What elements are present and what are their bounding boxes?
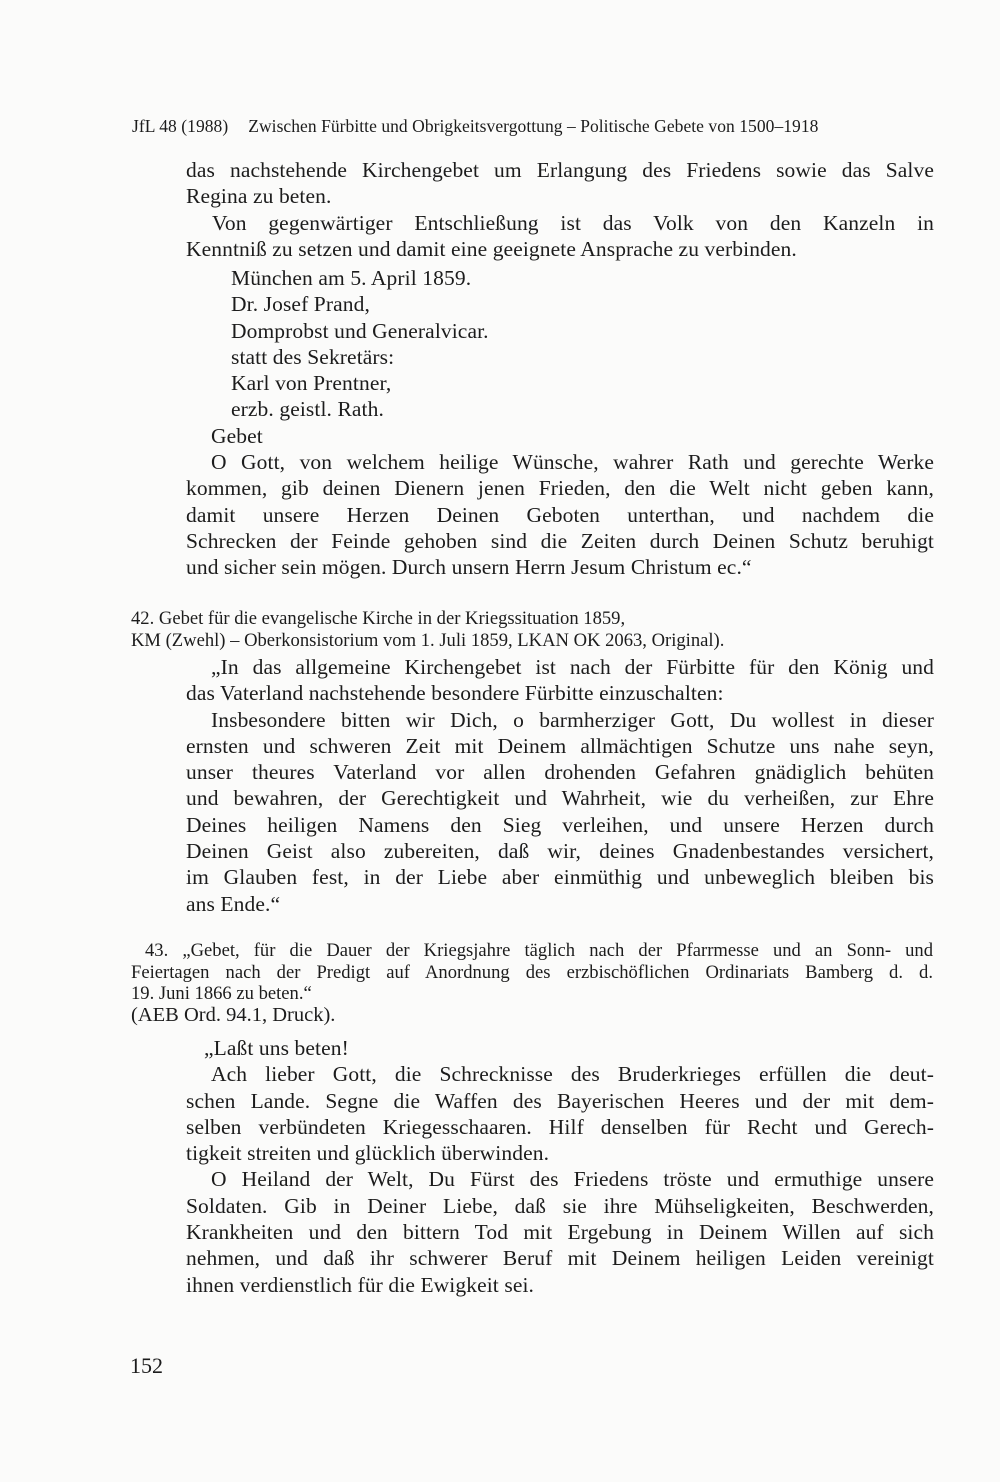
prayer-heading [211,423,263,449]
signature-line: Domprobst und Generalvicar. [231,318,489,343]
text-line: Kenntniß zu setzen und damit eine geeignete Ansprache zu verbinden. [186,236,797,261]
text-line: damit unsere Herzen Deinen Geboten unterthan, und nachdem die [186,502,934,527]
running-header [132,116,932,137]
text-line: ihnen verdienstlich für die Ewigkeit sei. [186,1272,535,1297]
citation-line: Feiertagen nach der Predigt auf Anordnung des erzbischöflichen Ordinariats Bamberg d. d. [131,961,933,983]
heading-text: Gebet [211,424,263,448]
text-line: Soldaten. Gib in Deiner Liebe, daß sie ihre Mühseligkeiten, Beschwerden, [186,1193,934,1218]
prayer-text [186,654,934,917]
signature-line: München am 5. April 1859. [231,266,472,290]
citation-line: 42. Gebet für die evangelische Kirche in der Kriegssituation 1859, [131,608,626,629]
text-line: tigkeit streiten und glücklich überwinden. [186,1141,550,1166]
text-line: Regina zu beten. [186,184,332,209]
text-line: unser theures Vaterland vor allen drohenden Gefahren gnädiglich behüten [186,760,934,785]
text-line: ernsten und schweren Zeit mit Deinem allmächtigen Schutze uns nahe seyn, [186,733,934,758]
text-line: im Glauben fest, in der Liebe aber einmüthig und unbeweglich bleiben bis [186,865,934,890]
entry-43-citation [131,940,933,1026]
prayer-text [186,449,934,580]
text-line: Von gegenwärtiger Entschließung ist das Volk von den Kanzeln in [212,210,934,235]
signature-line: statt des Sekretärs: [231,344,395,369]
text-line: schen Lande. Segne die Waffen des Bayerischen Heeres und der mit dem- [186,1088,934,1113]
prayer-text [186,1035,934,1298]
text-line: selben verbündeten Kriegesschaaren. Hilf denselben für Recht und Gerech- [186,1114,934,1139]
text-line: Insbesondere bitten wir Dich, o barmherziger Gott, Du wollest in dieser [211,707,934,732]
journal-reference: JfL 48 (1988) [132,116,229,136]
text-line: Deines heiligen Namens den Sieg verleihen, und unsere Herzen durch [186,812,934,837]
text-line: „Laßt uns beten! [204,1036,349,1060]
text-line: O Gott, von welchem heilige Wünsche, wahrer Rath und gerechte Werke [211,450,934,474]
text-line: ans Ende.“ [186,891,281,916]
text-line: und sicher sein mögen. Durch unsern Herrn Jesum Christum ec.“ [186,555,752,580]
text-line: kommen, gib deinen Dienern jenen Frieden, den die Welt nicht geben kann, [186,476,934,501]
text-line: Ach lieber Gott, die Schrecknisse des Bruderkrieges erfüllen die deut- [211,1062,934,1087]
text-line: Schrecken der Feinde gehoben sind die Zeiten durch Deinen Schutz beruhigt [186,528,934,553]
citation-line: 19. Juni 1866 zu beten.“ [131,983,312,1004]
text-line: und bewahren, der Gerechtigkeit und Wahrheit, wie du verheißen, zur Ehre [186,786,934,811]
page-number: 152 [130,1353,163,1378]
citation-line: KM (Zwehl) – Oberkonsistorium vom 1. Juli 1859, LKAN OK 2063, Original). [131,629,725,651]
text-line: O Heiland der Welt, Du Fürst des Friedens tröste und ermuthige unsere [211,1167,934,1192]
paragraph-continuation [186,157,934,262]
citation-line: 43. „Gebet, für die Dauer der Kriegsjahre täglich nach der Pfarrmesse und an Sonn- und [145,940,933,961]
text-line: Krankheiten und den bittern Tod mit Ergebung in Deinem Willen auf sich [186,1220,934,1245]
text-line: nehmen, und daß ihr schwerer Beruf mit Deinem heiligen Leiden vereinigt [186,1246,934,1271]
signature-line: erzb. geistl. Rath. [231,397,384,422]
article-title: Zwischen Fürbitte und Obrigkeitsvergottung – Politische Gebete von 1500–1918 [248,116,819,136]
text-line: das nachstehende Kirchengebet um Erlangung des Friedens sowie das Salve [186,158,934,182]
signature-block [231,265,489,423]
signature-line: Karl von Prentner, [231,371,392,396]
text-line: das Vaterland nachstehende besondere Fürbitte einzuschalten: [186,681,724,706]
text-line: Deinen Geist also zubereiten, daß wir, deines Gnadenbestandes versichert, [186,839,934,864]
entry-42-citation [131,608,851,651]
text-line: „In das allgemeine Kirchengebet ist nach der Fürbitte für den König und [211,655,934,679]
citation-line: (AEB Ord. 94.1, Druck). [131,1003,336,1026]
signature-line: Dr. Josef Prand, [231,292,370,317]
